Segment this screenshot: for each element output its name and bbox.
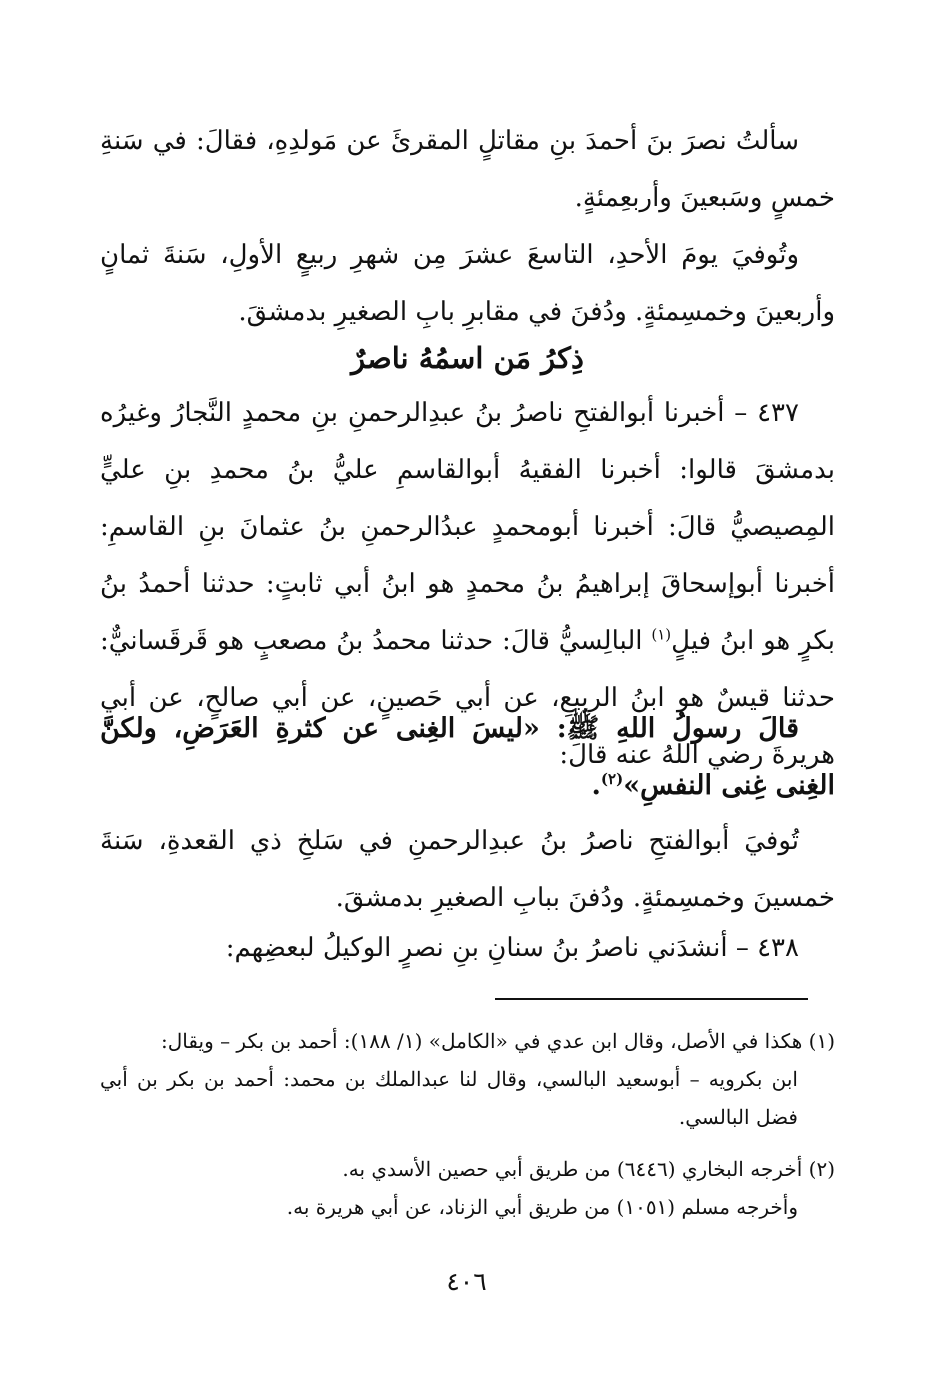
footnote-marker-2: (٢) — [600, 770, 624, 788]
paragraph-death — [100, 227, 835, 341]
hadith-quote-text: قالَ رسولُ اللهِ ﷺ: «ليسَ الغِنى عن كثرةِ العَرَضِ، ولكنَّ الغِنى غِنى النفسِ» — [100, 713, 835, 801]
page-number: ٤٠٦ — [446, 1267, 487, 1296]
paragraph-death-text: وتُوفيَ يومَ الأحدِ، التاسعَ عشرَ مِن شهرِ ربيعٍ الأولِ، سَنةَ ثمانٍ وأربعينَ وخمسِمئةٍ. ودُفنَ في مقابرِ بابِ الصغيرِ بدمشقَ. — [100, 240, 835, 327]
footnote-marker-1: (١) — [651, 625, 672, 644]
chain-text-before: ٤٣٧ – أخبرنا أبوالفتحِ ناصرُ بنُ عبدِالرحمنِ بنِ محمدٍ النَّجارُ وغيرُه بدمشقَ قالوا: أخبرنا الفقيهُ أبوالقاسمِ عليُّ بنُ محمدِ بنِ عليٍّ المِصيصيُّ قالَ: أخبرنا أبومحمدٍ عبدُالرحمنِ بنُ عثمانَ بنِ القاسمِ: أخبرنا أبوإسحاقَ إبراهيمُ بنُ محمدٍ هو ابنُ أبي ثابتٍ: حدثنا أحمدُ بنُ بكرٍ هو ابنُ فيلٍ — [100, 398, 836, 656]
section-heading: ذِكرُ مَن اسمُهُ ناصرٌ — [351, 341, 584, 375]
footnote-separator — [495, 998, 808, 1000]
hadith-quote-end: . — [591, 770, 601, 801]
paragraph-hadith-quote — [100, 700, 835, 814]
footnote-2 — [100, 1150, 835, 1226]
paragraph-death-nasir — [100, 813, 835, 927]
chain-text-after: البالِسيُّ قالَ: حدثنا محمدُ بنُ مصعبٍ هو قَرقَسانيٌّ: حدثنا قيسٌ هو ابنُ الربيعِ، عن أبي حَصينٍ، عن أبي صالحٍ، عن أبي هريرةَ رضي اللهُ عنه قالَ: — [100, 626, 835, 770]
paragraph-birth — [100, 113, 835, 227]
footnote-1 — [100, 1022, 835, 1136]
footnote-2-line1: (٢) أخرجه البخاري (٦٤٤٦) من طريق أبي حصين الأسدي به. — [342, 1157, 835, 1181]
paragraph-birth-text: سألتُ نصرَ بنَ أحمدَ بنِ مقاتلٍ المقرئَ عن مَولدِهِ، فقالَ: في سَنةِ خمسٍ وسَبعينَ وأربعِمئةٍ. — [100, 126, 835, 213]
paragraph-death-nasir-text: تُوفيَ أبوالفتحِ ناصرُ بنُ عبدِالرحمنِ في سَلخِ ذي القعدةِ، سَنةَ خمسينَ وخمسِمئةٍ. ودُفنَ ببابِ الصغيرِ بدمشقَ. — [100, 826, 835, 913]
footnote-2-line2: وأخرجه مسلم (١٠٥١) من طريق أبي الزناد، عن أبي هريرة به. — [286, 1195, 798, 1219]
footnote-1-continuation: ابن بكرويه – أبوسعيد البالسي، وقال لنا عبدالملك بن محمد: أحمد بن بكر بن أبي فضل البالسي. — [100, 1067, 798, 1129]
footnote-1-line1: (١) هكذا في الأصل، وقال ابن عدي في «الكامل» (١/ ١٨٨): أحمد بن بكر – ويقال: — [161, 1029, 835, 1053]
paragraph-recitation — [100, 920, 835, 977]
paragraph-hadith-text — [100, 700, 835, 814]
paragraph-recitation-text: ٤٣٨ – أنشدَني ناصرُ بنُ سنانِ بنِ نصرٍ الوكيلُ لبعضِهم: — [225, 933, 799, 963]
